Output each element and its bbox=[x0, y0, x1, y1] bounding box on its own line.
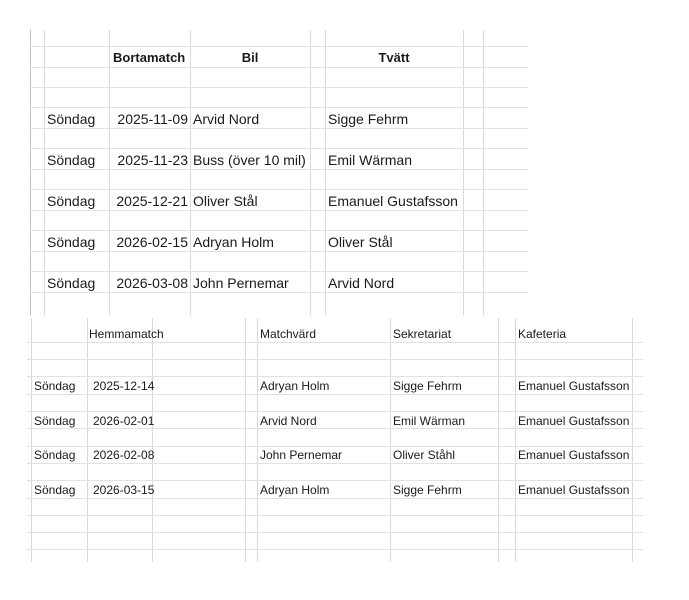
away-wash-cell: Arvid Nord bbox=[328, 275, 395, 291]
grid-line bbox=[31, 318, 32, 562]
grid-line bbox=[632, 318, 633, 562]
grid-line bbox=[30, 30, 31, 315]
grid-line bbox=[30, 67, 528, 68]
header-tvatt: Tvätt bbox=[378, 50, 410, 65]
grid-line bbox=[310, 30, 311, 315]
away-day-cell: Söndag bbox=[47, 193, 96, 209]
home-day-cell: Söndag bbox=[34, 414, 76, 428]
grid-line bbox=[27, 394, 643, 395]
grid-line bbox=[30, 292, 528, 293]
away-day-cell: Söndag bbox=[47, 152, 96, 168]
header-bil: Bil bbox=[241, 50, 259, 65]
grid-line bbox=[27, 549, 643, 550]
away-date-cell: 2026-02-15 bbox=[116, 234, 188, 250]
grid-line bbox=[30, 210, 528, 211]
home-host-cell: Adryan Holm bbox=[260, 379, 330, 393]
away-date-cell: 2026-03-08 bbox=[116, 275, 188, 291]
away-wash-cell: Emanuel Gustafsson bbox=[328, 193, 458, 209]
grid-line bbox=[152, 318, 153, 562]
grid-line bbox=[463, 30, 464, 315]
grid-line bbox=[30, 107, 528, 108]
home-cafe-cell: Emanuel Gustafsson bbox=[518, 448, 630, 462]
home-date-cell: 2026-02-01 bbox=[93, 414, 155, 428]
away-wash-cell: Oliver Stål bbox=[328, 234, 393, 250]
grid-line bbox=[515, 318, 516, 562]
home-secretariat-cell: Sigge Fehrm bbox=[393, 483, 462, 497]
grid-line bbox=[27, 428, 643, 429]
grid-line bbox=[30, 189, 528, 190]
away-wash-cell: Sigge Fehrm bbox=[328, 111, 409, 127]
away-date-cell: 2025-11-23 bbox=[117, 152, 188, 168]
grid-line bbox=[44, 30, 45, 315]
home-secretariat-cell: Sigge Fehrm bbox=[393, 379, 462, 393]
grid-line bbox=[30, 148, 528, 149]
home-host-cell: Adryan Holm bbox=[260, 483, 330, 497]
grid-line bbox=[257, 318, 258, 562]
grid-line bbox=[498, 318, 499, 562]
grid-line bbox=[30, 46, 528, 47]
grid-line bbox=[325, 30, 326, 315]
header-bortamatch: Bortamatch bbox=[113, 50, 186, 65]
grid-line bbox=[87, 318, 88, 562]
home-cafe-cell: Emanuel Gustafsson bbox=[518, 414, 630, 428]
grid-line bbox=[30, 230, 528, 231]
grid-line bbox=[27, 359, 643, 360]
header-kafeteria: Kafeteria bbox=[518, 327, 567, 341]
grid-line bbox=[27, 532, 643, 533]
grid-line bbox=[30, 128, 528, 129]
home-date-cell: 2026-02-08 bbox=[93, 448, 155, 462]
home-date-cell: 2025-12-14 bbox=[93, 379, 155, 393]
away-day-cell: Söndag bbox=[47, 234, 96, 250]
grid-line bbox=[390, 318, 391, 562]
grid-line bbox=[245, 318, 246, 562]
grid-line bbox=[27, 446, 643, 447]
home-day-cell: Söndag bbox=[34, 448, 76, 462]
home-cafe-cell: Emanuel Gustafsson bbox=[518, 483, 630, 497]
away-car-cell: Oliver Stål bbox=[193, 193, 258, 209]
grid-line bbox=[30, 169, 528, 170]
grid-line bbox=[109, 30, 110, 315]
home-host-cell: John Pernemar bbox=[260, 448, 343, 462]
home-secretariat-cell: Oliver Ståhl bbox=[393, 448, 456, 462]
away-date-cell: 2025-11-09 bbox=[117, 111, 188, 127]
grid-line bbox=[30, 87, 528, 88]
away-car-cell: Buss (över 10 mil) bbox=[193, 152, 306, 168]
grid-line bbox=[27, 480, 643, 481]
grid-line bbox=[27, 411, 643, 412]
grid-line bbox=[30, 271, 528, 272]
home-cafe-cell: Emanuel Gustafsson bbox=[518, 379, 630, 393]
grid-line bbox=[190, 30, 191, 315]
grid-line bbox=[27, 463, 643, 464]
grid-line bbox=[27, 376, 643, 377]
grid-line bbox=[27, 515, 643, 516]
away-wash-cell: Emil Wärman bbox=[328, 152, 413, 168]
grid-line bbox=[30, 251, 528, 252]
grid-line bbox=[483, 30, 484, 315]
home-day-cell: Söndag bbox=[34, 483, 76, 497]
away-car-cell: Arvid Nord bbox=[193, 111, 260, 127]
header-sekretariat: Sekretariat bbox=[393, 327, 452, 341]
header-hemmamatch: Hemmamatch bbox=[89, 327, 164, 341]
grid-line bbox=[27, 342, 643, 343]
home-secretariat-cell: Emil Wärman bbox=[393, 414, 466, 428]
home-host-cell: Arvid Nord bbox=[260, 414, 317, 428]
away-car-cell: John Pernemar bbox=[193, 275, 289, 291]
away-day-cell: Söndag bbox=[47, 111, 96, 127]
away-car-cell: Adryan Holm bbox=[193, 234, 274, 250]
grid-line bbox=[27, 498, 643, 499]
away-day-cell: Söndag bbox=[47, 275, 96, 291]
away-date-cell: 2025-12-21 bbox=[116, 193, 188, 209]
home-date-cell: 2026-03-15 bbox=[93, 483, 155, 497]
home-day-cell: Söndag bbox=[34, 379, 76, 393]
header-matchvard: Matchvärd bbox=[260, 327, 317, 341]
